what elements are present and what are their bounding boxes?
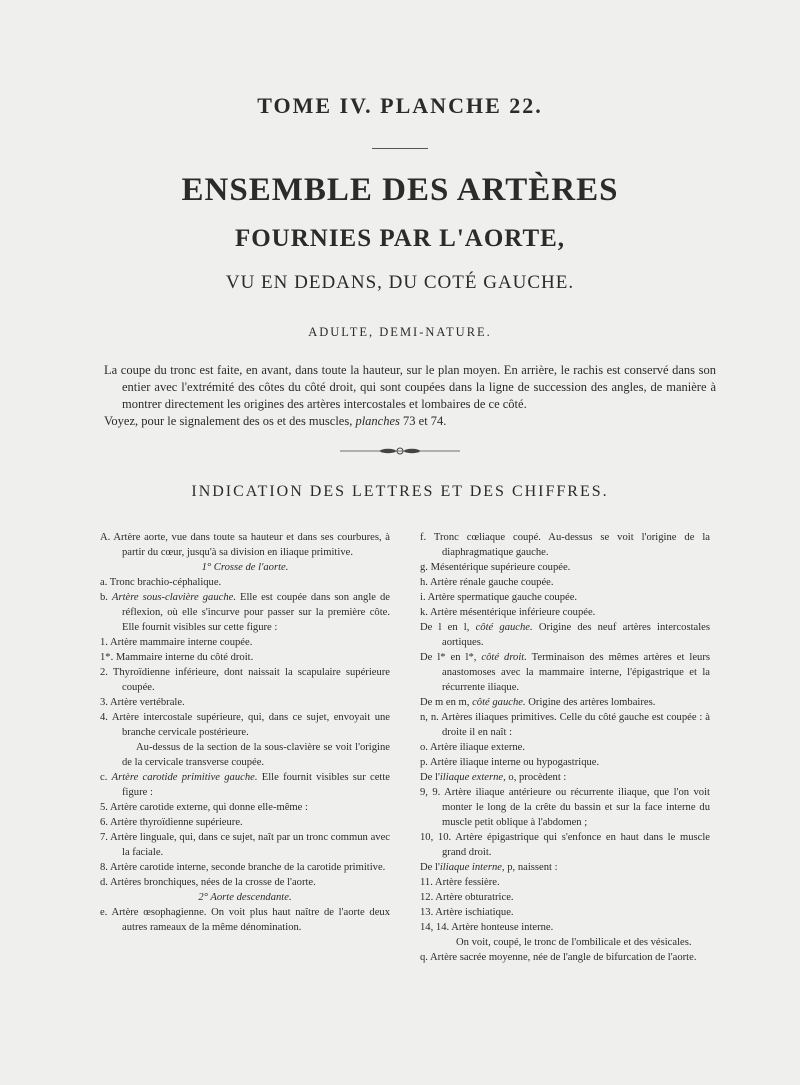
legend-italic: côté gauche. — [472, 697, 526, 708]
legend-entry — [420, 860, 710, 875]
legend-entry: d. Artères bronchiques, nées de la crosse de l'aorte. — [100, 877, 316, 888]
legend-letter: De l* en l*, — [420, 652, 482, 663]
legend-italic: iliaque externe, — [439, 772, 506, 783]
legend-entry: f. Tronc cœliaque coupé. Au-dessus se voit l'origine de la diaphragmatique gauche. — [420, 532, 710, 558]
legend-letter: b. — [100, 592, 112, 603]
legend-text: Elle est coupée dans son angle de réflexion, où elle s'incurve pour passer sur la première côte. Elle fournit visibles sur cette figure : — [122, 592, 390, 633]
legend-entry: A. Artère aorte, vue dans toute sa hauteur et dans ses courbures, à partir du cœur, jusqu'à sa division en iliaque primitive. — [100, 532, 390, 558]
legend-text: Origine des artères lombaires. — [525, 697, 656, 708]
legend-entry: 6. Artère thyroïdienne supérieure. — [100, 817, 243, 828]
intro-paragraph: La coupe du tronc est faite, en avant, dans toute la hauteur, sur le plan moyen. En arrière, le rachis est conservé dans son entier avec l'extrémité des côtes du côté droit, qui sont coupées dans la ligne de succession des angles, de manière à montrer directement les origines des artères intercostales et lombaires de ce côté. — [104, 363, 716, 411]
legend-entry: p. Artère iliaque interne ou hypogastrique. — [420, 757, 600, 768]
legend-letter: De l' — [420, 772, 440, 783]
intro-reference-italic: planches — [355, 414, 400, 428]
legend-italic: iliaque interne, — [439, 862, 505, 873]
plate-number: TOME IV. PLANCHE 22. — [257, 93, 543, 118]
legend-entry — [100, 590, 390, 635]
legend-entry: 12. Artère obturatrice. — [420, 892, 514, 903]
intro-reference-pages: 73 et 74. — [399, 414, 447, 428]
legend-entry: 8. Artère carotide interne, seconde branche de la carotide primitive. — [100, 862, 386, 873]
legend-entry — [420, 770, 710, 785]
legend-entry: 1. Artère mammaire interne coupée. — [100, 637, 253, 648]
legend-entry: i. Artère spermatique gauche coupée. — [420, 592, 578, 603]
legend-entry: n, n. Artères iliaques primitives. Celle du côté gauche est coupée : à droite il en naît : — [420, 712, 710, 738]
legend-entry: 2. Thyroïdienne inférieure, dont naissait la scapulaire supérieure coupée. — [100, 667, 390, 693]
legend-entry: k. Artère mésentérique inférieure coupée. — [420, 607, 596, 618]
legend-letter: De l en l, — [420, 622, 476, 633]
legend-italic: côté droit. — [481, 652, 527, 663]
page-subtitle: ADULTE, DEMI-NATURE. — [308, 325, 492, 339]
title-divider — [372, 148, 428, 149]
legend-entry — [420, 620, 710, 650]
intro-reference — [104, 413, 716, 430]
legend-entry: 10, 10. Artère épigastrique qui s'enfonce en haut dans le muscle grand droit. — [420, 832, 710, 858]
intro-reference-text: Voyez, pour le signalement des os et des muscles, — [104, 414, 356, 428]
intro-text — [104, 362, 716, 430]
legend-entry: 4. Artère intercostale supérieure, qui, dans ce sujet, envoyait une branche cervicale postérieure. — [100, 712, 390, 738]
legend-entry: 14, 14. Artère honteuse interne. — [420, 922, 554, 933]
legend-letter: c. — [100, 772, 112, 783]
legend-text: o, procèdent : — [505, 772, 567, 783]
legend-entry — [420, 650, 710, 695]
legend-entry: e. Artère œsophagienne. On voit plus haut naître de l'aorte deux autres rameaux de la même dénomination. — [100, 907, 390, 933]
legend-entry: 3. Artère vertébrale. — [100, 697, 185, 708]
legend-entry: 1*. Mammaire interne du côté droit. — [100, 652, 254, 663]
legend-entry: 11. Artère fessière. — [420, 877, 500, 888]
legend-letter: De m en m, — [420, 697, 473, 708]
page-title: ENSEMBLE DES ARTÈRES — [181, 172, 619, 208]
page-title-line3: VU EN DEDANS, DU COTÉ GAUCHE. — [225, 272, 575, 293]
legend-italic: Artère sous-clavière gauche. — [111, 592, 236, 603]
index-heading: INDICATION DES LETTRES ET DES CHIFFRES. — [191, 483, 609, 500]
legend-entry: 7. Artère linguale, qui, dans ce sujet, naît par un tronc commun avec la faciale. — [100, 832, 390, 858]
legend-italic: Artère carotide primitive gauche. — [111, 772, 258, 783]
legend-text: Terminaison des mêmes artères et leurs anastomoses avec la mammaire interne, l'épigastrique et la récurrente iliaque. — [442, 652, 710, 693]
legend-entry — [420, 695, 710, 710]
ornament-divider — [340, 446, 460, 456]
page-title-line2: FOURNIES PAR L'AORTE, — [234, 225, 566, 252]
legend-section: 2° Aorte descendante. — [198, 892, 292, 903]
legend-text: Origine des neuf artères intercostales aortiques. — [442, 622, 710, 648]
legend-entry: 13. Artère ischiatique. — [420, 907, 514, 918]
legend-section: 1° Crosse de l'aorte. — [201, 562, 289, 573]
legend-note: Au-dessus de la section de la sous-clavière se voit l'origine de la cervicale transverse coupée. — [122, 742, 390, 768]
legend-entry: g. Mésentérique supérieure coupée. — [420, 562, 571, 573]
legend-italic: côté gauche. — [475, 622, 533, 633]
legend-entry: o. Artère iliaque externe. — [420, 742, 526, 753]
legend-entry: 5. Artère carotide externe, qui donne elle-même : — [100, 802, 308, 813]
legend-column-left — [100, 530, 390, 935]
legend-entry — [100, 770, 390, 800]
legend-text: p, naissent : — [504, 862, 558, 873]
legend-entry: a. Tronc brachio-céphalique. — [100, 577, 222, 588]
legend-entry: 9, 9. Artère iliaque antérieure ou récurrente iliaque, que l'on voit monter le long de la crête du bassin et sur la face interne du muscle petit oblique à l'abdomen ; — [420, 787, 710, 828]
legend-column-right — [420, 530, 710, 965]
legend-entry: q. Artère sacrée moyenne, née de l'angle de bifurcation de l'aorte. — [420, 952, 697, 963]
legend-text: Elle fournit visibles sur cette figure : — [122, 772, 391, 798]
legend-letter: De l' — [420, 862, 440, 873]
legend-note: On voit, coupé, le tronc de l'ombilicale et des vésicales. — [456, 937, 692, 948]
legend-entry: h. Artère rénale gauche coupée. — [420, 577, 554, 588]
